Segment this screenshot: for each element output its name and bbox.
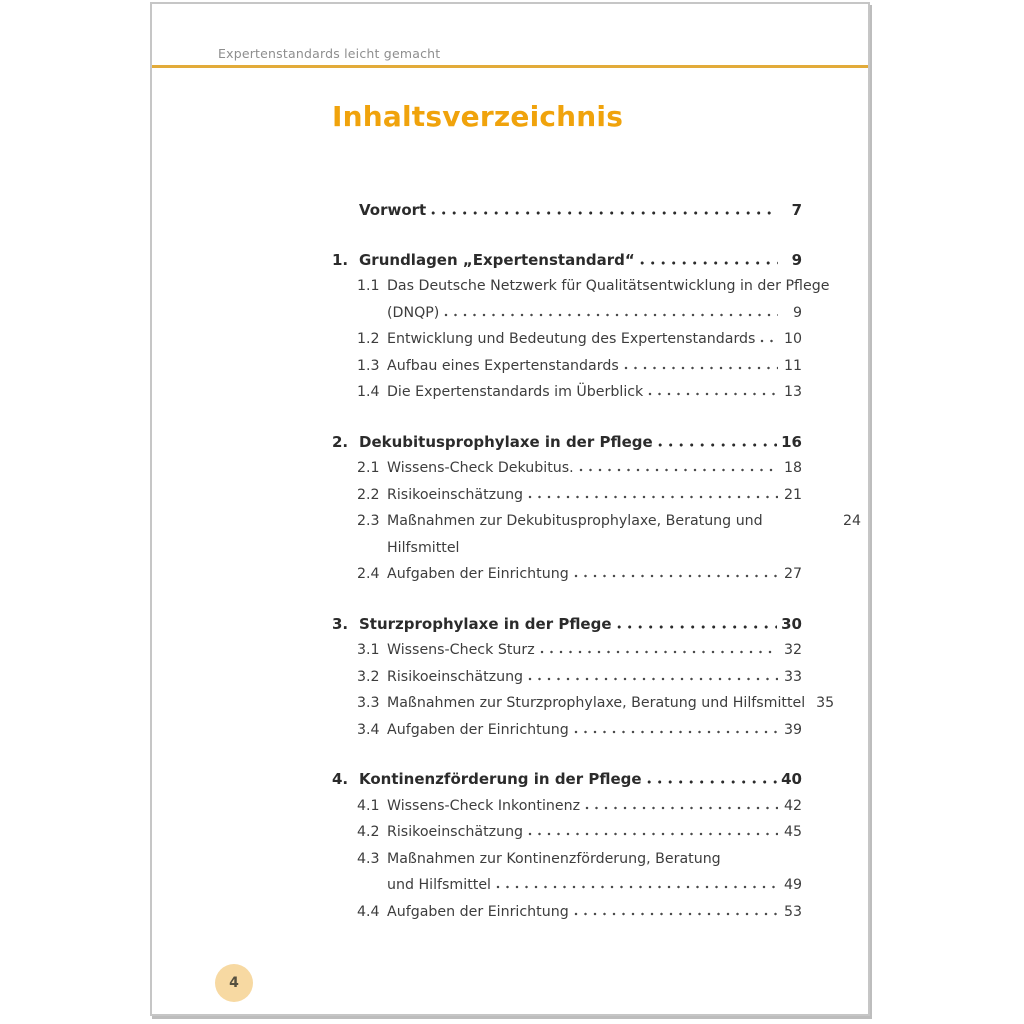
toc-entry <box>332 637 802 664</box>
dot-leader <box>640 261 778 265</box>
dot-leader <box>585 806 778 810</box>
entry-page: 39 <box>783 721 802 738</box>
entry-number: 2.2 <box>357 486 380 503</box>
toc-entry <box>332 197 802 224</box>
entry-page: 16 <box>781 432 802 451</box>
entry-number: 1.4 <box>357 384 380 400</box>
toc-content <box>332 100 861 925</box>
toc-entry <box>332 379 802 406</box>
entry-page: 53 <box>783 903 802 920</box>
entry-number: 1.1 <box>357 278 380 294</box>
entry-page: 32 <box>783 642 802 658</box>
dot-leader <box>496 885 778 889</box>
toc-entry <box>332 793 802 820</box>
entry-number: 4.4 <box>357 903 380 920</box>
entry-page: 7 <box>791 201 802 219</box>
entry-title: Sturzprophylaxe in der Pflege <box>359 614 612 633</box>
toc-section <box>332 611 835 744</box>
dot-leader <box>760 339 778 343</box>
entry-page: 13 <box>783 384 802 400</box>
entry-page: 11 <box>783 357 802 374</box>
entry-number: 3. <box>332 614 349 633</box>
toc-entry <box>332 353 802 380</box>
entry-title: Kontinenzförderung in der Pflege <box>359 770 642 788</box>
toc-entry <box>332 690 835 717</box>
entry-title: Vorwort <box>359 201 427 219</box>
toc-entry <box>332 482 802 509</box>
entry-number: 3.3 <box>357 695 380 711</box>
entry-number: 2.4 <box>357 566 380 582</box>
toc-entry <box>332 273 830 300</box>
entry-number: 4. <box>332 770 349 788</box>
toc-entry <box>332 872 802 899</box>
entry-page: 42 <box>783 797 802 814</box>
entry-number: 3.4 <box>357 721 380 738</box>
entry-page: 40 <box>781 770 802 788</box>
entry-title: Maßnahmen zur Sturzprophylaxe, Beratung und Hilfsmittel <box>387 695 806 711</box>
entry-title: Wissens-Check Dekubitus. <box>387 460 574 476</box>
toc-entry <box>332 508 861 561</box>
entry-title: Aufgaben der Einrichtung <box>387 721 569 738</box>
entry-page: 49 <box>783 877 802 893</box>
entry-title: Wissens-Check Inkontinenz <box>387 797 581 814</box>
entry-title: Risikoeinschätzung <box>387 668 524 685</box>
entry-number: 2. <box>332 432 349 451</box>
dot-leader <box>579 468 778 472</box>
entry-title: Das Deutsche Netzwerk für Qualitätsentwicklung in der Pflege <box>387 278 830 294</box>
entry-page: 30 <box>781 614 802 633</box>
entry-title: Wissens-Check Sturz <box>387 642 535 658</box>
toc-entry <box>332 766 802 793</box>
entry-title: (DNQP) <box>387 304 440 321</box>
toc-entry <box>332 561 802 588</box>
entry-title: Entwicklung und Bedeutung des Expertenstandards <box>387 331 756 347</box>
page-number: 4 <box>229 975 239 991</box>
entry-page: 18 <box>783 460 802 476</box>
dot-leader <box>647 780 778 784</box>
entry-number: 2.1 <box>357 460 380 476</box>
entry-number: 1. <box>332 250 349 269</box>
entry-page: 35 <box>816 695 835 711</box>
toc-section <box>332 247 830 406</box>
entry-title: Dekubitusprophylaxe in der Pflege <box>359 432 653 451</box>
entry-page: 24 <box>842 513 861 529</box>
toc-entry <box>332 326 802 353</box>
toc-list <box>332 197 861 925</box>
entry-title: Maßnahmen zur Kontinenzförderung, Beratung <box>387 850 721 867</box>
toc-entry <box>332 455 802 482</box>
dot-leader <box>431 211 778 215</box>
dot-leader <box>574 574 778 578</box>
toc-entry <box>332 300 802 327</box>
entry-title: Die Expertenstandards im Überblick <box>387 384 644 400</box>
book-page <box>150 2 870 1016</box>
toc-section <box>332 429 861 588</box>
entry-page: 27 <box>783 566 802 582</box>
dot-leader <box>528 832 778 836</box>
entry-title: Aufgaben der Einrichtung <box>387 566 569 582</box>
toc-section <box>332 766 802 925</box>
dot-leader <box>648 392 778 396</box>
entry-number: 3.2 <box>357 668 380 685</box>
toc-entry <box>332 247 802 274</box>
dot-leader <box>658 443 777 447</box>
dot-leader <box>540 650 778 654</box>
toc-entry <box>332 717 802 744</box>
entry-title: Grundlagen „Expertenstandard“ <box>359 250 635 269</box>
dot-leader <box>624 366 778 370</box>
entry-title: und Hilfsmittel <box>387 877 491 893</box>
entry-page: 21 <box>783 486 802 503</box>
entry-title: Aufgaben der Einrichtung <box>387 903 569 920</box>
dot-leader <box>574 912 778 916</box>
entry-number: 4.2 <box>357 824 380 840</box>
toc-entry <box>332 429 802 456</box>
toc-entry <box>332 819 802 846</box>
entry-title: Aufbau eines Expertenstandards <box>387 357 619 374</box>
entry-page: 45 <box>783 824 802 840</box>
running-header: Expertenstandards leicht gemacht <box>218 46 441 61</box>
entry-page: 33 <box>783 668 802 685</box>
dot-leader <box>444 313 778 317</box>
dot-leader <box>617 625 778 629</box>
dot-leader <box>528 495 778 499</box>
entry-number: 2.3 <box>357 513 380 529</box>
entry-number: 3.1 <box>357 642 380 658</box>
entry-page: 9 <box>792 304 802 321</box>
entry-page: 10 <box>783 331 802 347</box>
toc-entry <box>332 664 802 691</box>
toc-entry <box>332 899 802 926</box>
entry-number: 4.1 <box>357 797 380 814</box>
dot-leader <box>574 730 778 734</box>
entry-title: Maßnahmen zur Dekubitusprophylaxe, Beratung und Hilfsmittel <box>387 513 763 556</box>
toc-section <box>332 197 802 224</box>
entry-page: 9 <box>791 250 802 269</box>
entry-title: Risikoeinschätzung <box>387 824 524 840</box>
toc-entry <box>332 611 802 638</box>
toc-entry <box>332 846 802 873</box>
dot-leader <box>528 677 778 681</box>
entry-number: 1.2 <box>357 331 380 347</box>
entry-title: Risikoeinschätzung <box>387 486 524 503</box>
entry-number: 1.3 <box>357 357 380 374</box>
header-rule <box>152 65 868 68</box>
page-number-badge <box>215 964 253 1002</box>
entry-number: 4.3 <box>357 850 380 867</box>
page-title: Inhaltsverzeichnis <box>332 100 624 133</box>
